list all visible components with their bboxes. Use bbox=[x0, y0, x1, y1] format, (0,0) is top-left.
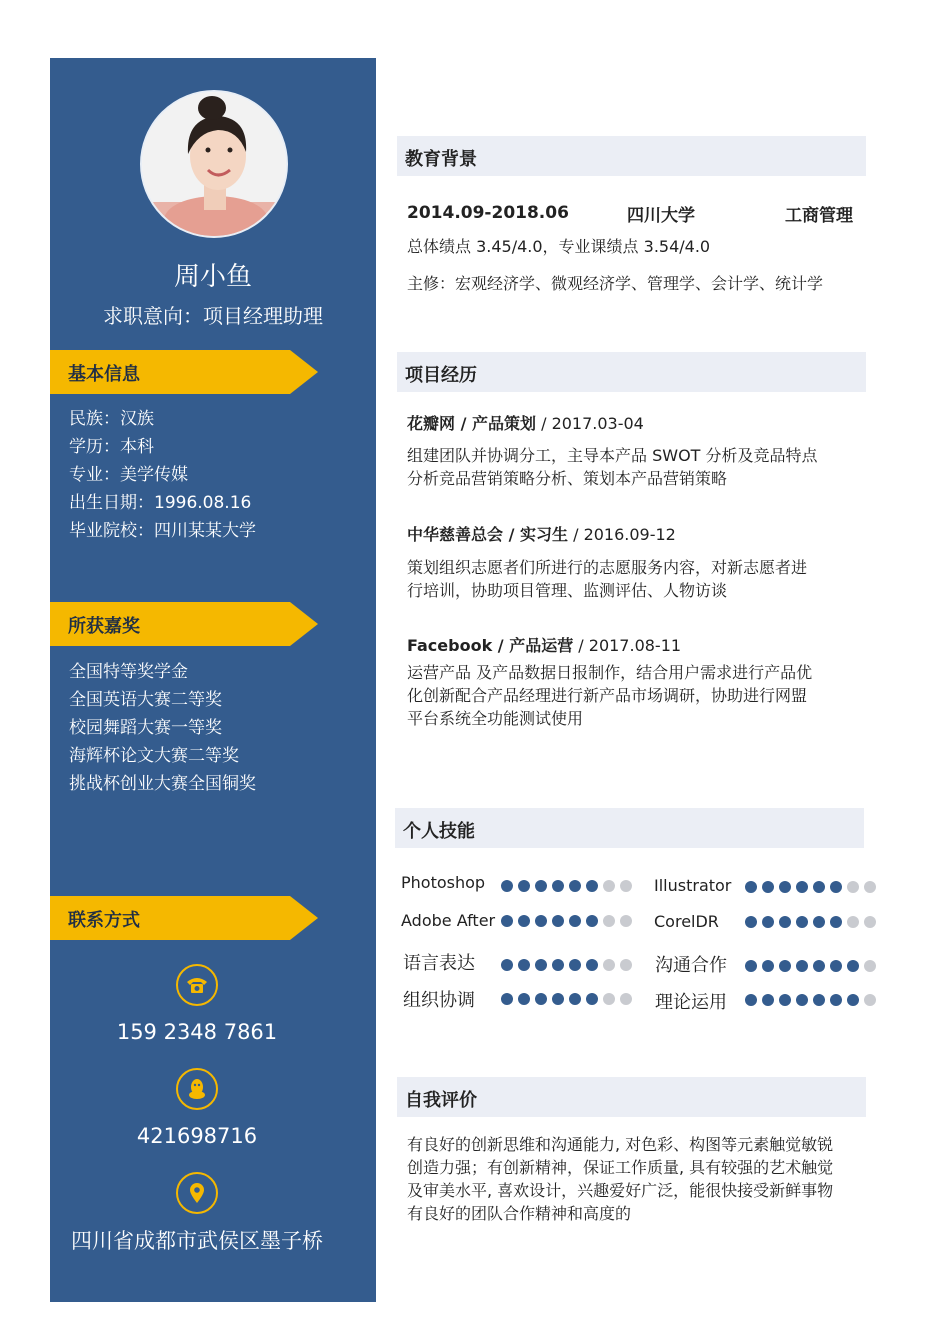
phone-number[interactable]: 159 2348 7861 bbox=[116, 1020, 278, 1044]
skill-dot-empty bbox=[620, 915, 632, 927]
project-title bbox=[407, 633, 681, 656]
award-item: 挑战杯创业大赛全国铜奖 bbox=[69, 774, 256, 794]
project-desc-line: 策划组织志愿者们所进行的志愿服务内容，对新志愿者进 bbox=[407, 558, 808, 577]
skill-dot-filled bbox=[535, 880, 547, 892]
skill-dot-filled bbox=[813, 994, 825, 1006]
skill-dot-filled bbox=[830, 881, 842, 893]
skill-dot-filled bbox=[569, 959, 581, 971]
info-birthdate: 出生日期：1996.08.16 bbox=[69, 493, 252, 513]
skill-dot-filled bbox=[586, 959, 598, 971]
skill-dot-empty bbox=[620, 959, 632, 971]
project-date: / 2017.03-04 bbox=[536, 414, 644, 433]
skill-dot-filled bbox=[779, 994, 791, 1006]
self-eval-title: 自我评价 bbox=[405, 1090, 477, 1111]
skill-dot-filled bbox=[535, 915, 547, 927]
project-desc-line: 运营产品 及产品数据日报制作，结合用户需求进行产品优 bbox=[407, 663, 813, 682]
award-item: 海辉杯论文大赛二等奖 bbox=[69, 746, 239, 766]
project-org: 中华慈善总会 / 实习生 bbox=[407, 525, 568, 544]
skill-dot-filled bbox=[762, 994, 774, 1006]
education-row bbox=[407, 201, 867, 227]
self-eval-line: 有良好的创新思维和沟通能力, 对色彩、构图等元素触觉敏锐 bbox=[407, 1135, 834, 1154]
skill-dot-filled bbox=[501, 959, 513, 971]
skill-dot-filled bbox=[569, 993, 581, 1005]
avatar bbox=[140, 90, 288, 238]
skill-name: 理论运用 bbox=[655, 992, 727, 1013]
award-item: 全国英语大赛二等奖 bbox=[69, 690, 222, 710]
skill-dot-filled bbox=[518, 915, 530, 927]
education-header bbox=[397, 136, 866, 176]
contact-header bbox=[50, 896, 318, 940]
skill-dots bbox=[745, 881, 876, 893]
skill-dot-filled bbox=[762, 960, 774, 972]
project-desc-line: 化创新配合产品经理进行新产品市场调研，协助进行网盟 bbox=[407, 686, 808, 705]
education-courses: 主修：宏观经济学、微观经济学、管理学、会计学、统计学 bbox=[407, 274, 824, 293]
skill-dot-empty bbox=[864, 960, 876, 972]
skill-dot-empty bbox=[864, 994, 876, 1006]
skill-name: Illustrator bbox=[654, 876, 732, 895]
skill-dot-filled bbox=[813, 881, 825, 893]
skill-dot-filled bbox=[779, 881, 791, 893]
skill-name: 组织协调 bbox=[403, 990, 475, 1011]
info-major: 专业：美学传媒 bbox=[69, 465, 188, 485]
skill-dot-filled bbox=[552, 959, 564, 971]
self-eval-line: 创造力强；有创新精神，保证工作质量, 具有较强的艺术触觉 bbox=[407, 1158, 834, 1177]
skill-dot-empty bbox=[864, 881, 876, 893]
qq-icon bbox=[176, 1068, 218, 1110]
candidate-name: 周小鱼 bbox=[173, 262, 252, 292]
basic-info-list bbox=[69, 405, 256, 545]
skill-dot-empty bbox=[847, 916, 859, 928]
skill-dot-filled bbox=[847, 994, 859, 1006]
skill-dot-filled bbox=[569, 880, 581, 892]
skill-dot-empty bbox=[603, 880, 615, 892]
skill-dot-filled bbox=[745, 881, 757, 893]
skill-dot-filled bbox=[830, 994, 842, 1006]
skill-dot-filled bbox=[796, 916, 808, 928]
skill-dot-filled bbox=[586, 993, 598, 1005]
skill-name: Photoshop bbox=[401, 873, 486, 892]
contact-title: 联系方式 bbox=[68, 910, 140, 931]
project-date: / 2017.08-11 bbox=[573, 636, 682, 655]
project-title bbox=[407, 411, 644, 434]
skill-dot-filled bbox=[745, 916, 757, 928]
education-period: 2014.09-2018.06 bbox=[407, 203, 569, 223]
skill-dot-filled bbox=[762, 881, 774, 893]
skill-dots bbox=[501, 915, 632, 927]
skill-dot-empty bbox=[620, 993, 632, 1005]
skill-dot-filled bbox=[745, 960, 757, 972]
skill-dots bbox=[501, 880, 632, 892]
project-title bbox=[407, 522, 676, 545]
skill-dot-empty bbox=[864, 916, 876, 928]
skill-name: 语言表达 bbox=[403, 953, 475, 974]
basic-info-title: 基本信息 bbox=[68, 364, 140, 385]
skill-dot-empty bbox=[620, 880, 632, 892]
skill-dot-filled bbox=[586, 915, 598, 927]
skill-dot-filled bbox=[779, 960, 791, 972]
project-desc-line: 行培训，协助项目管理、监测评估、人物访谈 bbox=[407, 581, 728, 600]
location-icon bbox=[176, 1172, 218, 1214]
skill-dot-filled bbox=[813, 916, 825, 928]
skill-dot-filled bbox=[830, 916, 842, 928]
award-item: 全国特等奖学金 bbox=[69, 662, 188, 682]
skill-dots bbox=[745, 916, 876, 928]
education-major: 工商管理 bbox=[785, 206, 853, 226]
self-eval-text bbox=[407, 1133, 833, 1225]
skill-dot-filled bbox=[796, 960, 808, 972]
project-org: 花瓣网 / 产品策划 bbox=[407, 414, 536, 433]
skill-dot-filled bbox=[552, 993, 564, 1005]
project-date: / 2016.09-12 bbox=[568, 525, 676, 544]
skill-dot-filled bbox=[745, 994, 757, 1006]
skill-dot-empty bbox=[603, 993, 615, 1005]
qq-number[interactable]: 421698716 bbox=[136, 1124, 258, 1148]
info-ethnicity: 民族：汉族 bbox=[69, 409, 154, 429]
project-desc-line: 平台系统全功能测试使用 bbox=[407, 709, 584, 728]
skill-dot-empty bbox=[603, 915, 615, 927]
skill-dot-empty bbox=[603, 959, 615, 971]
skill-dots bbox=[745, 994, 876, 1006]
self-eval-line: 及审美水平, 喜欢设计，兴趣爱好广泛，能很快接受新鲜事物 bbox=[407, 1181, 834, 1200]
awards-title: 所获嘉奖 bbox=[68, 616, 140, 637]
info-school: 毕业院校：四川某某大学 bbox=[69, 521, 256, 541]
skill-dot-filled bbox=[518, 993, 530, 1005]
education-gpa: 总体绩点 3.45/4.0，专业课绩点 3.54/4.0 bbox=[407, 237, 711, 256]
skill-dot-filled bbox=[552, 915, 564, 927]
skill-dot-filled bbox=[535, 959, 547, 971]
skill-name: 沟通合作 bbox=[655, 955, 727, 976]
self-eval-line: 有良好的团队合作精神和高度的 bbox=[407, 1204, 632, 1223]
skill-name: CorelDR bbox=[654, 912, 719, 931]
skill-dot-filled bbox=[796, 881, 808, 893]
skill-dot-filled bbox=[813, 960, 825, 972]
projects-title: 项目经历 bbox=[405, 365, 477, 386]
skill-dot-filled bbox=[552, 880, 564, 892]
project-org: Facebook / 产品运营 bbox=[407, 636, 574, 655]
skill-dot-filled bbox=[830, 960, 842, 972]
awards-list bbox=[69, 658, 256, 798]
projects-header bbox=[397, 352, 866, 392]
skill-dots bbox=[501, 959, 632, 971]
skill-dot-filled bbox=[779, 916, 791, 928]
skill-dot-filled bbox=[796, 994, 808, 1006]
skill-dot-filled bbox=[518, 880, 530, 892]
skill-dot-filled bbox=[847, 960, 859, 972]
skills-header bbox=[395, 808, 864, 848]
skill-name: Adobe After bbox=[401, 911, 496, 930]
education-title: 教育背景 bbox=[405, 149, 477, 170]
skill-dot-filled bbox=[501, 993, 513, 1005]
skills-title: 个人技能 bbox=[403, 821, 475, 842]
project-desc-line: 组建团队并协调分工，主导本产品 SWOT 分析及竞品特点 bbox=[407, 446, 818, 465]
skill-dot-empty bbox=[847, 881, 859, 893]
awards-header bbox=[50, 602, 318, 646]
info-degree: 学历：本科 bbox=[69, 437, 154, 457]
skill-dots bbox=[745, 960, 876, 972]
skill-dots bbox=[501, 993, 632, 1005]
job-intent: 求职意向：项目经理助理 bbox=[103, 304, 323, 328]
award-item: 校园舞蹈大赛一等奖 bbox=[69, 718, 222, 738]
skill-dot-filled bbox=[535, 993, 547, 1005]
project-desc-line: 分析竞品营销策略分析、策划本产品营销策略 bbox=[407, 469, 728, 488]
skill-dot-filled bbox=[762, 916, 774, 928]
skill-dot-filled bbox=[518, 959, 530, 971]
skill-dot-filled bbox=[586, 880, 598, 892]
address: 四川省成都市武侯区墨子桥 bbox=[71, 1229, 323, 1253]
skill-dot-filled bbox=[501, 915, 513, 927]
self-eval-header bbox=[397, 1077, 866, 1117]
skill-dot-filled bbox=[569, 915, 581, 927]
basic-info-header bbox=[50, 350, 318, 394]
phone-icon bbox=[176, 964, 218, 1006]
education-school: 四川大学 bbox=[627, 206, 695, 226]
skill-dot-filled bbox=[501, 880, 513, 892]
